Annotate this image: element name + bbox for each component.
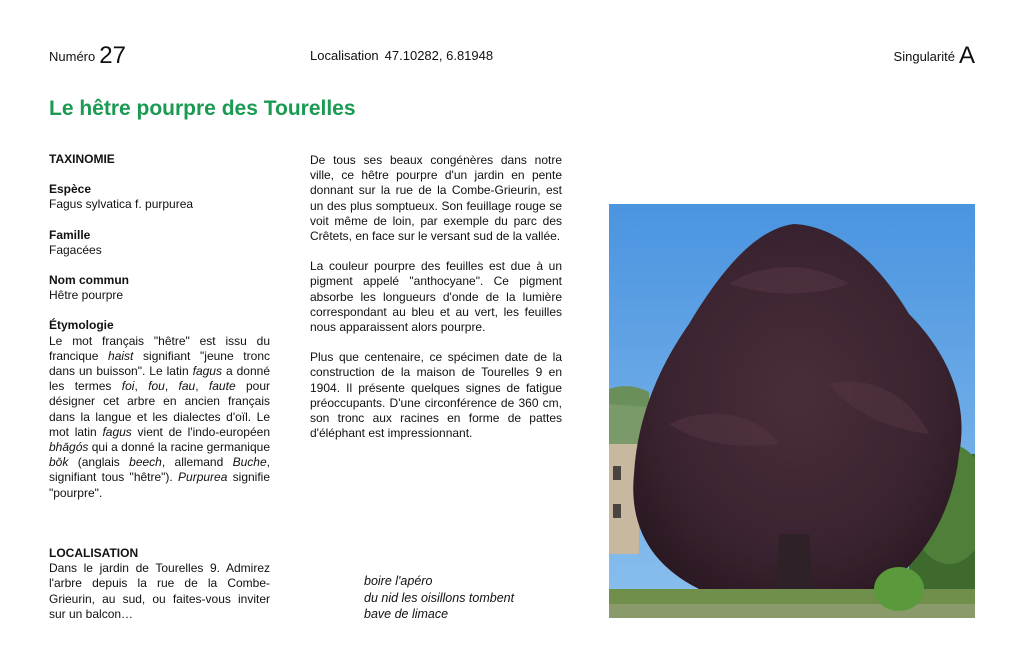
localisation-field — [310, 42, 493, 70]
haiku — [364, 573, 514, 623]
haiku-line-2: du nid les oisillons tombent — [364, 590, 515, 605]
localisation-label: Localisation — [310, 48, 379, 63]
tree-photo-graphic — [609, 204, 975, 618]
singularite-label: Singularité — [893, 49, 955, 64]
description-paragraph-3: Plus que centenaire, ce spécimen date de la construction de la maison de Tourelles 9 en 1904. Il présente quelques signes de fatigue préoccupants. D'une circonférence de 360 cm, son tronc aux racines en forme de pattes d'éléphant est impressionnant. — [310, 350, 562, 441]
localisation-heading: LOCALISATION — [49, 546, 139, 560]
espece-value: Fagus sylvatica f. purpurea — [49, 197, 194, 212]
localisation-section — [49, 546, 270, 622]
taxonomy-section — [49, 152, 270, 501]
haiku-line-3: bave de limace — [364, 607, 449, 621]
singularite-value: A — [958, 42, 975, 69]
haiku-line-1: boire l'apéro — [364, 574, 433, 588]
singularite-field — [894, 42, 975, 71]
description-paragraph-2: La couleur pourpre des feuilles est due à un pigment appelé "anthocyane". Ce pigment absorbe les longueurs d'onde de la lumière correspondant au bleu et au vert, les feuilles nous apparaissent alors pourpre. — [310, 259, 562, 335]
etymologie-text: Le mot français "hêtre" est issu du francique haist signifiant "jeune tronc dans un buisson". Le latin fagus a donné les termes foi, fou, fau, faute pour désigner cet arbre en ancien français dans la langue et les dialectes d'oïl. Le mot latin fagus vient de l'indo-européen bhāgós qui a donné la racine germanique bōk (anglais beech, allemand Buche, signifiant tous "hêtre"). Purpurea signifie "pourpre". — [49, 333, 271, 500]
espece-label: Espèce — [49, 182, 92, 197]
numero-value: 27 — [99, 42, 126, 69]
localisation-text: Dans le jardin de Tourelles 9. Admirez l'arbre depuis la rue de la Combe-Grieurin, au sud, ou faites-vous inviter sur un balcon… — [49, 561, 270, 621]
localisation-value: 47.10282, 6.81948 — [384, 48, 494, 63]
description-paragraph-1: De tous ses beaux congénères dans notre ville, ce hêtre pourpre d'un jardin en pente donnant sur la rue de la Combe-Grieurin, est un des plus somptueux. Son feuillage rouge se voit même de loin, par exemple du parc des Crêtets, en face sur le versant sud de la vallée. — [310, 153, 562, 244]
nom-commun-label: Nom commun — [49, 273, 130, 288]
taxonomy-heading: TAXINOMIE — [49, 152, 115, 166]
etymologie-label: Étymologie — [49, 318, 114, 333]
description-section — [310, 153, 562, 456]
tree-photo — [609, 204, 975, 618]
famille-value: Fagacées — [49, 242, 102, 257]
numero-label: Numéro — [49, 49, 96, 64]
page-title: Le hêtre pourpre des Tourelles — [49, 97, 356, 120]
famille-label: Famille — [49, 227, 91, 242]
numero-field — [49, 42, 126, 71]
nom-commun-value: Hêtre pourpre — [49, 288, 124, 303]
